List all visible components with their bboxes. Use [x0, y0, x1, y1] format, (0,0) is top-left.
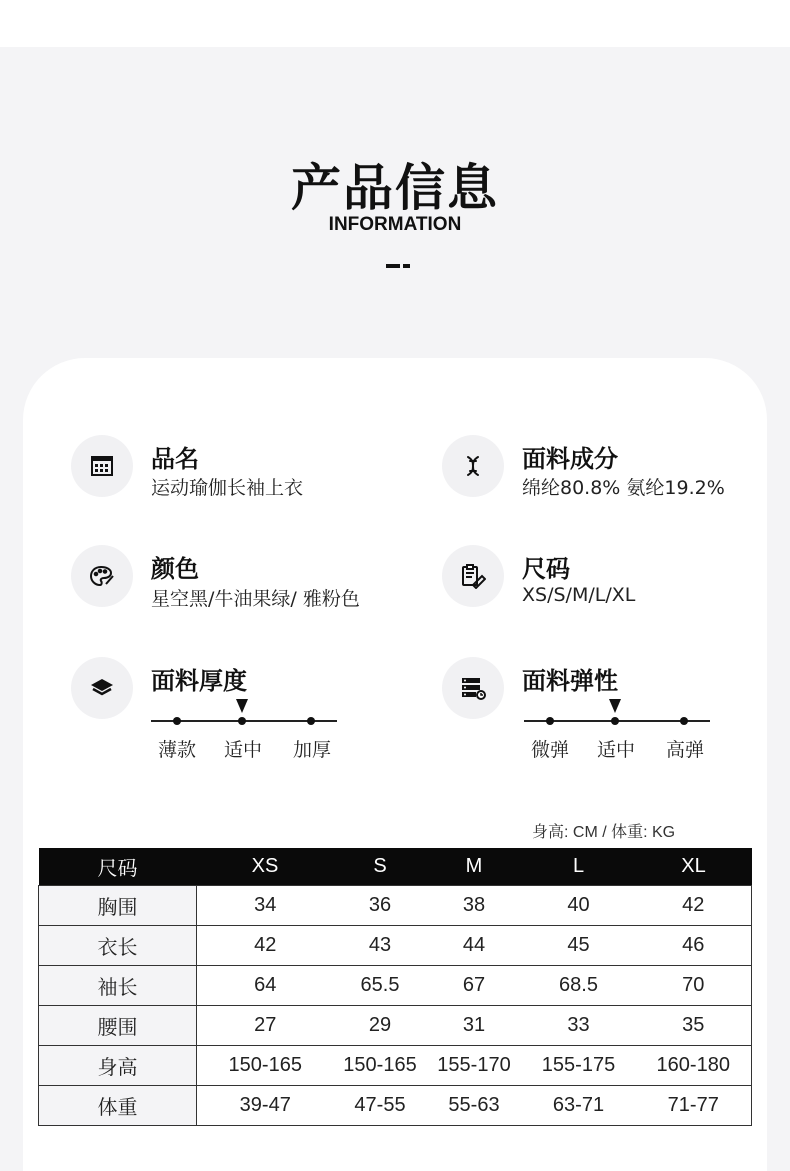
thickness-selected-arrow [236, 699, 248, 713]
table-cell: 45 [522, 925, 636, 965]
table-cell: 46 [636, 925, 752, 965]
title-divider-short [403, 264, 410, 268]
table-cell: 70 [636, 965, 752, 1005]
elasticity-label-medium: 适中 [596, 739, 636, 761]
table-cell: 67 [427, 965, 522, 1005]
table-cell: 42 [636, 885, 752, 925]
table-cell: 33 [522, 1005, 636, 1045]
feature-fabric-title: 面料成分 [522, 445, 618, 473]
elasticity-dot-1 [546, 717, 554, 725]
table-cell: 63-71 [522, 1085, 636, 1125]
table-cell: 38 [427, 885, 522, 925]
header-cell: XS [197, 848, 334, 885]
table-cell: 150-165 [197, 1045, 334, 1085]
feature-name-value: 运动瑜伽长袖上衣 [151, 477, 304, 499]
table-cell: 65.5 [334, 965, 427, 1005]
header-cell: M [427, 848, 522, 885]
title-divider [386, 264, 400, 268]
table-cell: 47-55 [334, 1085, 427, 1125]
dna-icon [442, 435, 504, 497]
table-cell: 29 [334, 1005, 427, 1045]
elasticity-label-high: 高弹 [665, 739, 705, 761]
row-label: 身高 [39, 1045, 197, 1085]
feature-color-title: 颜色 [151, 555, 199, 583]
feature-size-title: 尺码 [522, 555, 570, 583]
table-row [39, 925, 752, 965]
thickness-dot-3 [307, 717, 315, 725]
thickness-label-thin: 薄款 [157, 739, 197, 761]
header-cell: L [522, 848, 636, 885]
table-cell: 44 [427, 925, 522, 965]
table-cell: 43 [334, 925, 427, 965]
thickness-label-thick: 加厚 [292, 739, 332, 761]
size-chart-table [38, 848, 752, 1126]
layers-icon [71, 657, 133, 719]
grid-icon [71, 435, 133, 497]
table-row [39, 1005, 752, 1045]
header-cell: S [334, 848, 427, 885]
feature-elasticity-title: 面料弹性 [522, 667, 618, 695]
table-cell: 27 [197, 1005, 334, 1045]
table-row [39, 965, 752, 1005]
row-label: 胸围 [39, 885, 197, 925]
table-cell: 36 [334, 885, 427, 925]
table-cell: 160-180 [636, 1045, 752, 1085]
table-cell: 39-47 [197, 1085, 334, 1125]
elasticity-dot-2 [611, 717, 619, 725]
row-label: 体重 [39, 1085, 197, 1125]
page-title: 产品信息 [291, 159, 499, 217]
table-row [39, 885, 752, 925]
table-cell: 155-170 [427, 1045, 522, 1085]
thickness-dot-1 [173, 717, 181, 725]
clipboard-icon [442, 545, 504, 607]
feature-fabric-value: 绵纶80.8% 氨纶19.2% [522, 477, 725, 499]
feature-thickness-title: 面料厚度 [151, 667, 247, 695]
table-cell: 68.5 [522, 965, 636, 1005]
table-cell: 71-77 [636, 1085, 752, 1125]
row-label: 腰围 [39, 1005, 197, 1045]
table-cell: 155-175 [522, 1045, 636, 1085]
thickness-dot-2 [238, 717, 246, 725]
page-subtitle: INFORMATION [328, 214, 462, 235]
row-label: 衣长 [39, 925, 197, 965]
unit-note: 身高: CM / 体重: KG [532, 824, 676, 841]
thickness-label-medium: 适中 [223, 739, 263, 761]
table-cell: 35 [636, 1005, 752, 1045]
elasticity-selected-arrow [609, 699, 621, 713]
palette-icon [71, 545, 133, 607]
feature-name-title: 品名 [151, 445, 199, 473]
table-row [39, 1085, 752, 1125]
table-cell: 150-165 [334, 1045, 427, 1085]
header-cell: XL [636, 848, 752, 885]
header-cell: 尺码 [39, 848, 197, 885]
table-cell: 31 [427, 1005, 522, 1045]
size-chart-header [39, 848, 752, 885]
table-row [39, 1045, 752, 1085]
table-cell: 64 [197, 965, 334, 1005]
row-label: 袖长 [39, 965, 197, 1005]
table-cell: 42 [197, 925, 334, 965]
elasticity-label-slight: 微弹 [530, 739, 570, 761]
table-cell: 40 [522, 885, 636, 925]
feature-size-value: XS/S/M/L/XL [522, 584, 636, 606]
server-icon [442, 657, 504, 719]
elasticity-dot-3 [680, 717, 688, 725]
table-cell: 34 [197, 885, 334, 925]
feature-color-value: 星空黑/牛油果绿/ 雅粉色 [151, 588, 360, 610]
table-cell: 55-63 [427, 1085, 522, 1125]
